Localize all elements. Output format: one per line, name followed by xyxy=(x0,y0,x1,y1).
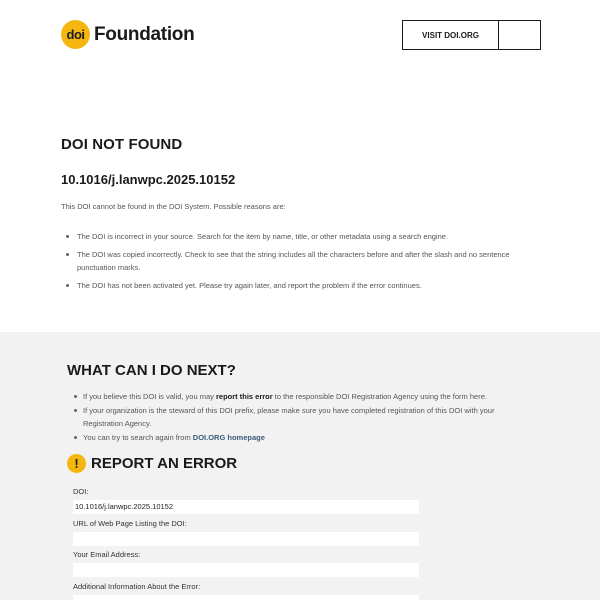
reasons-list xyxy=(61,230,541,292)
doi-logo-mark: doi xyxy=(61,20,90,49)
additional-info-label: Additional Information About the Error: xyxy=(73,582,201,591)
additional-info-field[interactable] xyxy=(73,595,419,600)
warning-icon: ! xyxy=(67,454,86,473)
logo-text: Foundation xyxy=(94,23,195,45)
doi-field[interactable]: 10.1016/j.lanwpc.2025.10152 xyxy=(73,500,419,514)
report-error-heading xyxy=(67,453,237,473)
header-actions xyxy=(402,20,541,50)
doi-homepage-link[interactable]: DOI.ORG homepage xyxy=(192,432,265,442)
menu-button[interactable] xyxy=(499,21,540,49)
item-text: to the responsible DOI Registration Agency using the form here. xyxy=(272,392,487,401)
page-title: DOI NOT FOUND xyxy=(61,136,183,153)
list-item: If your organization is the steward of this DOI prefix, please make sure you have completed registration of this DOI with your Registration Agency. xyxy=(67,404,527,431)
email-field-label: Your Email Address: xyxy=(73,550,141,559)
error-section xyxy=(61,136,541,297)
next-steps-title: WHAT CAN I DO NEXT? xyxy=(67,362,236,379)
list-item: The DOI was copied incorrectly. Check to see that the string includes all the characters before and after the slash and no sentence punctuation marks. xyxy=(61,248,541,274)
list-item xyxy=(67,431,527,445)
email-field[interactable] xyxy=(73,563,419,577)
doi-foundation-logo[interactable] xyxy=(61,20,194,49)
report-error-link[interactable]: report this error xyxy=(215,392,273,401)
url-field[interactable] xyxy=(73,532,419,546)
report-title: REPORT AN ERROR xyxy=(91,454,238,472)
doi-field-label: DOI: xyxy=(73,487,89,496)
item-text: If you believe this DOI is valid, you may xyxy=(83,392,216,401)
visit-doi-org-button[interactable]: VISIT DOI.ORG xyxy=(403,21,499,49)
list-item: The DOI has not been activated yet. Please try again later, and report the problem if the error continues. xyxy=(61,279,541,292)
error-intro: This DOI cannot be found in the DOI System. Possible reasons are: xyxy=(61,202,286,211)
site-header xyxy=(0,0,600,70)
next-steps-list xyxy=(67,390,527,444)
list-item: The DOI is incorrect in your source. Search for the item by name, title, or other metadata using a search engine. xyxy=(61,230,541,243)
doi-identifier: 10.1016/j.lanwpc.2025.10152 xyxy=(61,172,236,187)
help-section xyxy=(0,332,600,600)
list-item xyxy=(67,390,527,404)
item-text: You can try to search again from xyxy=(83,432,193,442)
url-field-label: URL of Web Page Listing the DOI: xyxy=(73,519,187,528)
